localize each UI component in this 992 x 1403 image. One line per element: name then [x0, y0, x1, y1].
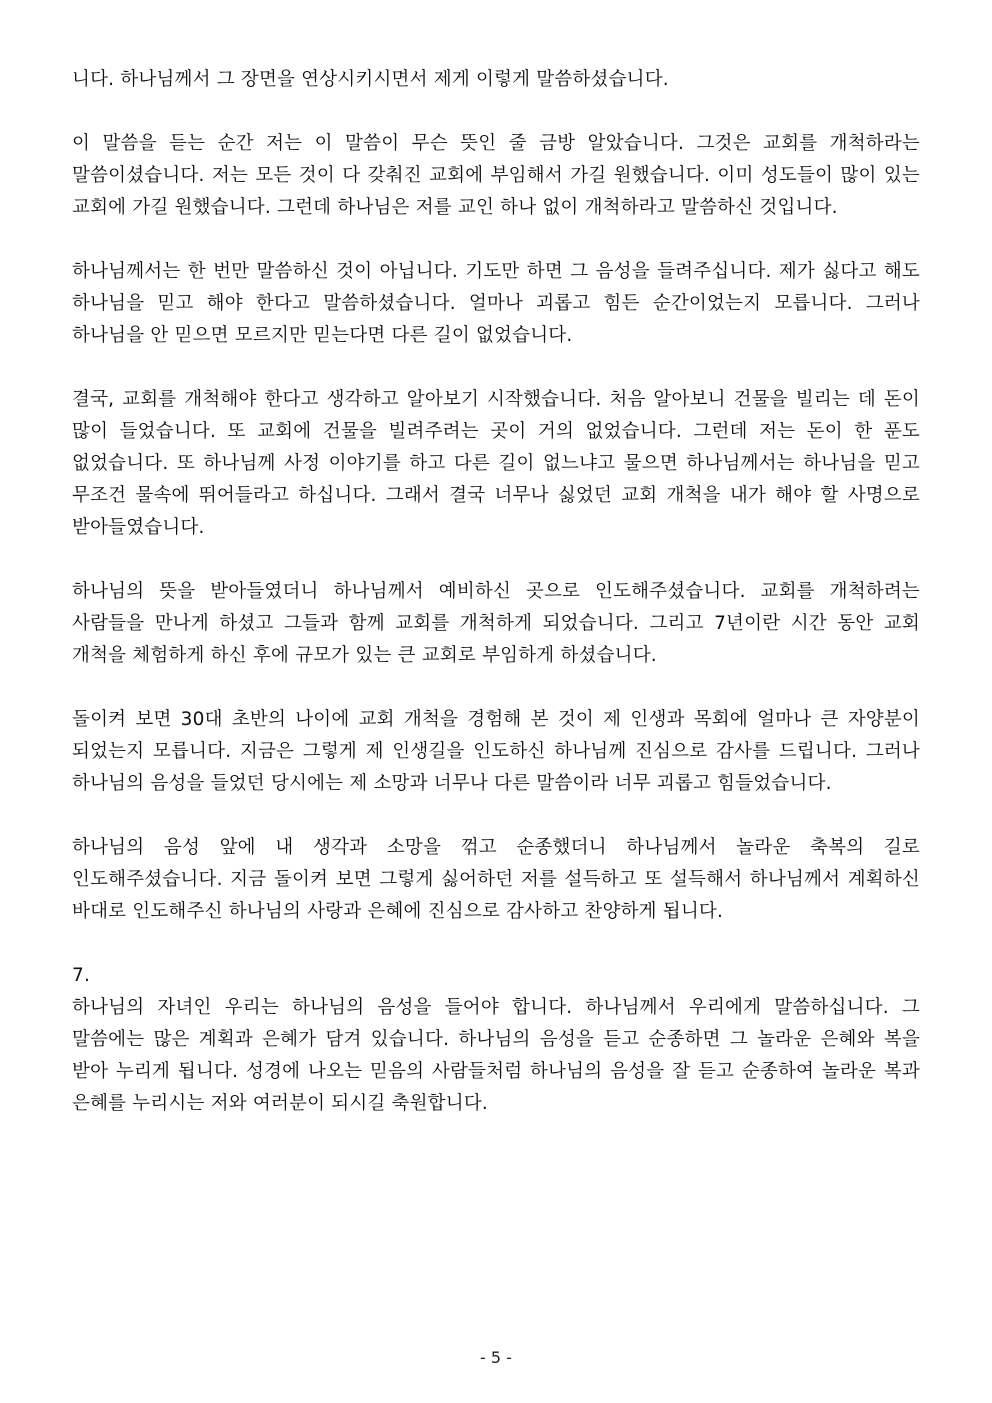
document-body	[72, 64, 920, 1120]
closing-paragraph: 하나님의 자녀인 우리는 하나님의 음성을 들어야 합니다. 하나님께서 우리에게 말씀하십니다. 그 말씀에는 많은 계획과 은혜가 담겨 있습니다. 하나님의 음성을 듣고 순종하면 그 놀라운 은혜와 복을 받아 누리게 됩니다. 성경에 나오는 믿음의 사람들처럼 하나님의 음성을 잘 듣고 순종하여 놀라운 복과 은혜를 누리시는 저와 여러분이 되시길 축원합니다.	[72, 997, 920, 1114]
paragraph-6: 돌이켜 보면 30대 초반의 나이에 교회 개척을 경험해 본 것이 제 인생과 목회에 얼마나 큰 자양분이 되었는지 모릅니다. 지금은 그렇게 제 인생길을 인도하신 하나님께 진심으로 감사를 드립니다. 그러나 하나님의 음성을 들었던 당시에는 제 소망과 너무나 다른 말씀이라 너무 괴롭고 힘들었습니다.	[72, 709, 920, 794]
paragraph-5: 하나님의 뜻을 받아들였더니 하나님께서 예비하신 곳으로 인도해주셨습니다. 교회를 개척하려는 사람들을 만나게 하셨고 그들과 함께 교회를 개척하게 되었습니다. 그리고 7년이란 시간 동안 교회 개척을 체험하게 하신 후에 규모가 있는 큰 교회로 부임하게 하셨습니다.	[72, 581, 920, 666]
paragraph-1: 니다. 하나님께서 그 장면을 연상시키시면서 제게 이렇게 말씀하셨습니다.	[72, 69, 669, 90]
section-number: 7.	[72, 965, 91, 986]
paragraph-2: 이 말씀을 듣는 순간 저는 이 말씀이 무슨 뜻인 줄 금방 알았습니다. 그것은 교회를 개척하라는 말씀이셨습니다. 저는 모든 것이 다 갖춰진 교회에 부임해서 가길 원했습니다. 이미 성도들이 많이 있는 교회에 가길 원했습니다. 그런데 하나님은 저를 교인 하나 없이 개척하라고 말씀하신 것입니다.	[72, 133, 920, 218]
paragraph-4: 결국, 교회를 개척해야 한다고 생각하고 알아보기 시작했습니다. 처음 알아보니 건물을 빌리는 데 돈이 많이 들었습니다. 또 교회에 건물을 빌려주려는 곳이 거의 없었습니다. 그런데 저는 돈이 한 푼도 없었습니다. 또 하나님께 사정 이야기를 하고 다른 길이 없느냐고 물으면 하나님께서는 하나님을 믿고 무조건 물속에 뛰어들라고 하십니다. 그래서 결국 너무나 싫었던 교회 개척을 내가 해야 할 사명으로 받아들였습니다.	[72, 389, 920, 538]
paragraph-3: 하나님께서는 한 번만 말씀하신 것이 아닙니다. 기도만 하면 그 음성을 들려주십니다. 제가 싫다고 해도 하나님을 믿고 해야 한다고 말씀하셨습니다. 얼마나 괴롭고 힘든 순간이었는지 모릅니다. 그러나 하나님을 안 믿으면 모르지만 믿는다면 다른 길이 없었습니다.	[72, 261, 920, 346]
paragraph-7: 하나님의 음성 앞에 내 생각과 소망을 꺾고 순종했더니 하나님께서 놀라운 축복의 길로 인도해주셨습니다. 지금 돌이켜 보면 그렇게 싫어하던 저를 설득하고 또 설득해서 하나님께서 계획하신 바대로 인도해주신 하나님의 사랑과 은혜에 진심으로 감사하고 찬양하게 됩니다.	[72, 837, 920, 922]
page-number: - 5 -	[480, 1348, 512, 1367]
